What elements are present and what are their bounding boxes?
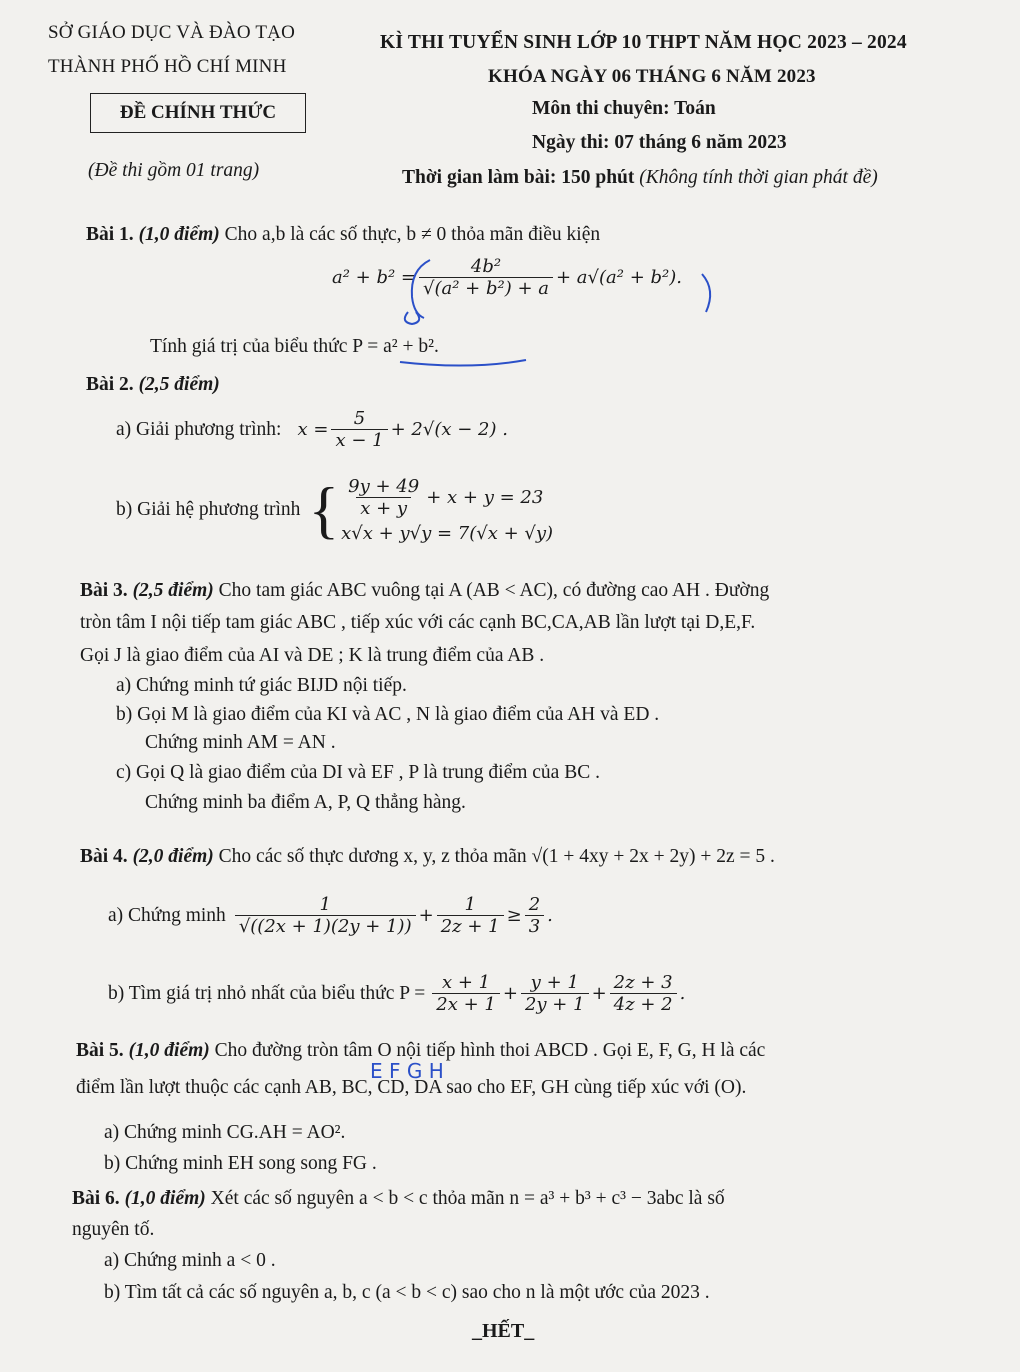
bai2-a-fraction xyxy=(331,408,387,451)
bai4-a-frac3 xyxy=(525,894,544,937)
bai5-line2: điểm lần lượt thuộc các cạnh AB, BC, CD, DA sao cho EF, GH cùng tiếp xúc với (O). xyxy=(76,1077,747,1098)
bai3-c1: c) Gọi Q là giao điểm của DI và EF , P là trung điểm của BC . xyxy=(116,762,600,783)
bai4-b-frac1 xyxy=(432,972,500,1015)
bai1-points: (1,0 điểm) xyxy=(138,224,220,245)
bai4-b-den1: 2x + 1 xyxy=(432,993,500,1015)
bai6-points: (1,0 điểm) xyxy=(124,1188,206,1209)
bai5-a: a) Chứng minh CG.AH = AO². xyxy=(104,1122,346,1143)
system-brace: { xyxy=(308,474,340,545)
bai6-a: a) Chứng minh a < 0 . xyxy=(104,1250,276,1271)
bai2-eq1 xyxy=(341,476,553,519)
bai2-system xyxy=(341,476,553,544)
bai4-a-frac1 xyxy=(235,894,416,937)
bai1-ask: Tính giá trị của biểu thức P = a² + b². xyxy=(150,336,439,357)
bai3-title: Bài 3. xyxy=(80,580,128,601)
test-date: Ngày thi: 07 tháng 6 năm 2023 xyxy=(532,132,787,153)
bai6-title: Bài 6. xyxy=(72,1188,120,1209)
bai4-b-label: b) Tìm giá trị nhỏ nhất của biểu thức P = xyxy=(108,982,426,1004)
bai2-a-den: x − 1 xyxy=(331,429,387,451)
pages-note: (Đề thi gồm 01 trang) xyxy=(88,160,260,181)
bai2-heading xyxy=(86,374,220,396)
department-line-2: THÀNH PHỐ HỒ CHÍ MINH xyxy=(48,56,287,77)
bai1-intro: Cho a,b là các số thực, b ≠ 0 thỏa mãn điều kiện xyxy=(224,224,601,245)
bai4-intro-line xyxy=(80,846,775,868)
bai1-eq-lhs: a² + b² = xyxy=(332,267,417,288)
bai3-points: (2,5 điểm) xyxy=(132,580,214,601)
bai3-line1 xyxy=(80,580,769,602)
bai2-a xyxy=(116,408,508,451)
bai4-b: b) Tìm giá trị nhỏ nhất của biểu thức P = $\frac{x + 1}{2x + 1}$ + $\frac{y + 1}{2y + 1}$ + $\frac{2z + 3}{4z + 2}$ . xyxy=(108,972,686,1015)
exam-session: KHÓA NGÀY 06 THÁNG 6 NĂM 2023 xyxy=(488,66,816,87)
bai1-frac-num: 4b² xyxy=(470,256,502,277)
bai2-a-label: a) Giải phương trình: xyxy=(116,418,282,440)
bai5-text1: Cho đường tròn tâm O nội tiếp hình thoi ABCD . Gọi E, F, G, H là các xyxy=(214,1040,766,1061)
bai4-a-den3: 3 xyxy=(525,915,544,937)
bai6-line1 xyxy=(72,1188,725,1210)
bai4-a-frac2 xyxy=(437,894,504,937)
bai4-title: Bài 4. xyxy=(80,846,128,867)
bai3-line2: tròn tâm I nội tiếp tam giác ABC , tiếp xúc với các cạnh BC,CA,AB lần lượt tại D,E,F. xyxy=(80,612,756,633)
exam-title: KÌ THI TUYỂN SINH LỚP 10 THPT NĂM HỌC 2023 – 2024 xyxy=(380,32,907,53)
bai3-text1: Cho tam giác ABC vuông tại A (AB < AC), có đường cao AH . Đường xyxy=(218,580,770,601)
bai3-a: a) Chứng minh tứ giác BIJD nội tiếp. xyxy=(116,675,407,696)
bai1-eq-rhs: + a√(a² + b²). xyxy=(556,267,682,288)
bai2-a-lhs: x = xyxy=(297,419,329,440)
bai4-points: (2,0 điểm) xyxy=(132,846,214,867)
bai2-b-den: x + y xyxy=(356,497,411,519)
bai2-b-label: b) Giải hệ phương trình xyxy=(116,499,301,520)
official-stamp-box: ĐỀ CHÍNH THỨC xyxy=(90,93,306,133)
bai3-line3: Gọi J là giao điểm của AI và DE ; K là trung điểm của AB . xyxy=(80,645,545,666)
bai2-points: (2,5 điểm) xyxy=(138,374,220,395)
duration-label: Thời gian làm bài: 150 phút xyxy=(402,167,635,188)
svg-text:E F G H: E F G H xyxy=(370,1059,444,1083)
pen-annotation-bai1 xyxy=(390,252,730,372)
bai4-intro: Cho các số thực dương x, y, z thỏa mãn √(1 + 4xy + 2x + 2y) + 2z = 5 . xyxy=(218,846,775,867)
bai3-c2: Chứng minh ba điểm A, P, Q thẳng hàng. xyxy=(145,792,466,813)
bai6-b: b) Tìm tất cả các số nguyên a, b, c (a < b < c) sao cho n là một ước của 2023 . xyxy=(104,1282,710,1303)
bai2-a-num: 5 xyxy=(353,408,366,429)
duration xyxy=(402,167,878,189)
bai3-b2: Chứng minh AM = AN . xyxy=(145,732,336,753)
bai2-b-eq1-rhs: + x + y = 23 xyxy=(426,487,544,508)
bai4-a-num1: 1 xyxy=(319,894,331,915)
bai1-frac-den: √(a² + b²) + a xyxy=(419,277,553,299)
bai5-title: Bài 5. xyxy=(76,1040,124,1061)
bai5-b: b) Chứng minh EH song song FG . xyxy=(104,1153,377,1174)
bai4-b-frac2 xyxy=(521,972,589,1015)
duration-note: (Không tính thời gian phát đề) xyxy=(639,167,878,188)
bai4-a-num3: 2 xyxy=(528,894,541,915)
bai6-text1: Xét các số nguyên a < b < c thỏa mãn n = a³ + b³ + c³ − 3abc là số xyxy=(210,1188,725,1209)
bai2-a-rhs: + 2√(x − 2) . xyxy=(390,419,508,440)
bai4-a: a) Chứng minh $\frac{1}{√((2x + 1)(2y + 1))}$ + $\frac{1}{2z + 1}$ ≥ $\frac{2}{3}$ . xyxy=(108,894,553,937)
department-line-1: SỞ GIÁO DỤC VÀ ĐÀO TẠO xyxy=(48,22,296,43)
bai4-a-den2: 2z + 1 xyxy=(437,915,504,937)
bai4-b-num3: 2z + 3 xyxy=(613,972,673,993)
bai2-title: Bài 2. xyxy=(86,374,134,395)
bai4-a-num2: 1 xyxy=(464,894,476,915)
bai2-b-num: 9y + 49 xyxy=(348,476,420,497)
bai4-b-den2: 2y + 1 xyxy=(521,993,589,1015)
bai5-points: (1,0 điểm) xyxy=(128,1040,210,1061)
end-marker: _HẾT_ xyxy=(472,1320,535,1342)
bai1-title: Bài 1. xyxy=(86,224,134,245)
bai2-b xyxy=(116,476,553,544)
bai2-b-fraction xyxy=(344,476,423,519)
bai4-b-den3: 4z + 2 xyxy=(610,993,677,1015)
bai4-b-num2: y + 1 xyxy=(530,972,579,993)
bai6-line2: nguyên tố. xyxy=(72,1219,155,1240)
bai4-b-frac3 xyxy=(610,972,677,1015)
bai1-intro-line xyxy=(86,224,600,246)
subject: Môn thi chuyên: Toán xyxy=(532,98,716,119)
bai2-b-eq2: x√x + y√y = 7(√x + √y) xyxy=(341,523,554,544)
bai4-a-label: a) Chứng minh xyxy=(108,904,226,926)
bai4-a-den1: √((2x + 1)(2y + 1)) xyxy=(235,915,416,937)
bai4-b-num1: x + 1 xyxy=(441,972,491,993)
bai3-b1: b) Gọi M là giao điểm của KI và AC , N là giao điểm của AH và ED . xyxy=(116,704,660,725)
